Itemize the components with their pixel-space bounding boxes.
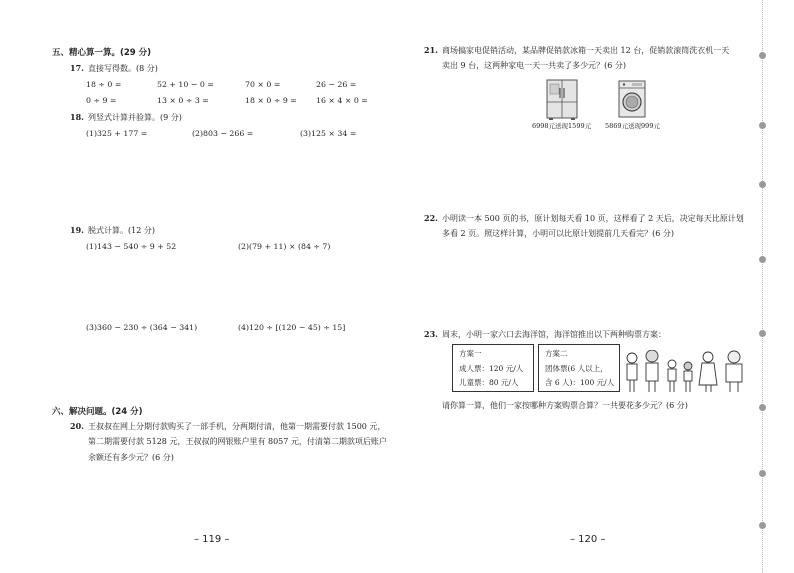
fridge-price-label: 6998元送现1599元 xyxy=(532,122,592,130)
calc-cell: 52 + 10 − 0 = xyxy=(157,80,214,89)
plan-1-title: 方案一 xyxy=(459,349,482,358)
binding-hole xyxy=(759,256,766,263)
question-20-line: 余额还有多少元？(6 分) xyxy=(88,453,174,462)
calc-cell: 0 ÷ 9 = xyxy=(86,96,117,105)
plan-2-line: 团体票(6 人以上， xyxy=(545,364,608,373)
binding-hole xyxy=(759,330,766,337)
question-20-line: 第二期需要付款 5128 元，王叔叔的网银账户里有 8057 元，付清第二期款项后账户 xyxy=(88,437,387,446)
question-17 xyxy=(70,60,158,77)
question-20-line: 王叔叔在网上分期付款购买了一部手机，分两期付清，他第一期需要付款 1500 元， xyxy=(88,422,386,431)
binding-line xyxy=(762,0,763,573)
question-18 xyxy=(70,109,182,126)
person-icon xyxy=(726,351,742,392)
question-23-number: 23. xyxy=(424,329,438,339)
person-icon xyxy=(627,353,637,392)
washing-machine-icon xyxy=(618,80,646,118)
section-6-title: 六、解决问题。(24 分) xyxy=(52,407,143,417)
question-21-line: 卖出 9 台，这两种家电一天一共卖了多少元？(6 分) xyxy=(442,61,627,70)
binding-hole xyxy=(759,122,766,129)
question-22-number: 22. xyxy=(424,213,438,223)
question-19-number: 19. xyxy=(70,225,84,235)
calc-item: (4)120 ÷ [(120 − 45) ÷ 15] xyxy=(238,323,346,332)
page-number-left: – 119 – xyxy=(194,534,230,545)
calc-item: (3)125 × 34 = xyxy=(300,129,357,138)
plan-1-line: 成人票：120 元/人 xyxy=(459,364,524,373)
person-icon xyxy=(684,362,692,392)
binding-hole xyxy=(759,52,766,59)
calc-cell: 70 × 0 = xyxy=(245,80,281,89)
calc-cell: 18 ÷ 0 = xyxy=(86,80,122,89)
person-icon xyxy=(699,352,717,392)
question-21-number: 21. xyxy=(424,45,438,55)
binding-hole xyxy=(759,522,766,529)
question-22 xyxy=(424,210,744,227)
calc-item: (1)325 + 177 = xyxy=(86,129,148,138)
binding-hole xyxy=(759,404,766,411)
family-illustration xyxy=(624,350,754,394)
binding-hole xyxy=(759,470,766,477)
calc-cell: 13 × 0 ÷ 3 = xyxy=(157,96,209,105)
calc-cell: 16 × 4 × 0 = xyxy=(316,96,368,105)
plan-2-box xyxy=(538,344,620,392)
calc-item: (2)(79 + 11) × (84 ÷ 7) xyxy=(238,242,331,251)
question-19-text: 脱式计算。(12 分) xyxy=(88,226,155,235)
plan-2-line: 含 6 人)：100 元/人 xyxy=(545,378,615,387)
washer-price-label: 5869元送现999元 xyxy=(605,122,660,130)
question-20-number: 20. xyxy=(70,421,84,431)
question-17-number: 17. xyxy=(70,63,84,73)
calc-cell: 26 − 26 = xyxy=(316,80,357,89)
calc-cell: 18 × 0 ÷ 9 = xyxy=(245,96,297,105)
person-icon xyxy=(668,360,676,392)
page-number-right: – 120 – xyxy=(570,534,606,545)
question-17-text: 直接写得数。(8 分) xyxy=(88,64,158,73)
question-19 xyxy=(70,222,155,239)
calc-item: (3)360 − 230 ÷ (364 − 341) xyxy=(86,323,198,332)
question-23 xyxy=(424,326,666,343)
question-20 xyxy=(70,418,385,435)
question-23-ask: 请你算一算，他们一家按哪种方案购票合算？一共要花多少元？(6 分) xyxy=(442,401,688,410)
section-5-title: 五、精心算一算。(29 分) xyxy=(52,48,152,58)
question-22-line: 小明读一本 500 页的书，原计划每天看 10 页，这样看了 2 天后，决定每天比原计划 xyxy=(442,214,744,223)
person-icon xyxy=(646,350,658,392)
question-22-line: 多看 2 页。照这样计算，小明可以比原计划提前几天看完？(6 分) xyxy=(442,229,675,238)
question-23-text: 周末，小明一家六口去海洋馆，海洋馆推出以下两种购票方案： xyxy=(442,330,666,339)
calc-item: (1)143 − 540 ÷ 9 + 52 xyxy=(86,242,177,251)
question-18-text: 列竖式计算并验算。(9 分) xyxy=(88,113,182,122)
question-21-line: 商场搞家电促销活动，某品牌促销款冰箱一天卖出 12 台，促销款滚筒洗衣机一天 xyxy=(442,46,730,55)
refrigerator-icon xyxy=(545,78,579,120)
binding-hole xyxy=(759,181,766,188)
question-18-number: 18. xyxy=(70,112,84,122)
plan-1-line: 儿童票：80 元/人 xyxy=(459,378,519,387)
calc-item: (2)803 − 266 = xyxy=(192,129,254,138)
plan-2-title: 方案二 xyxy=(545,349,568,358)
question-21 xyxy=(424,42,729,59)
plan-1-box xyxy=(452,344,534,392)
